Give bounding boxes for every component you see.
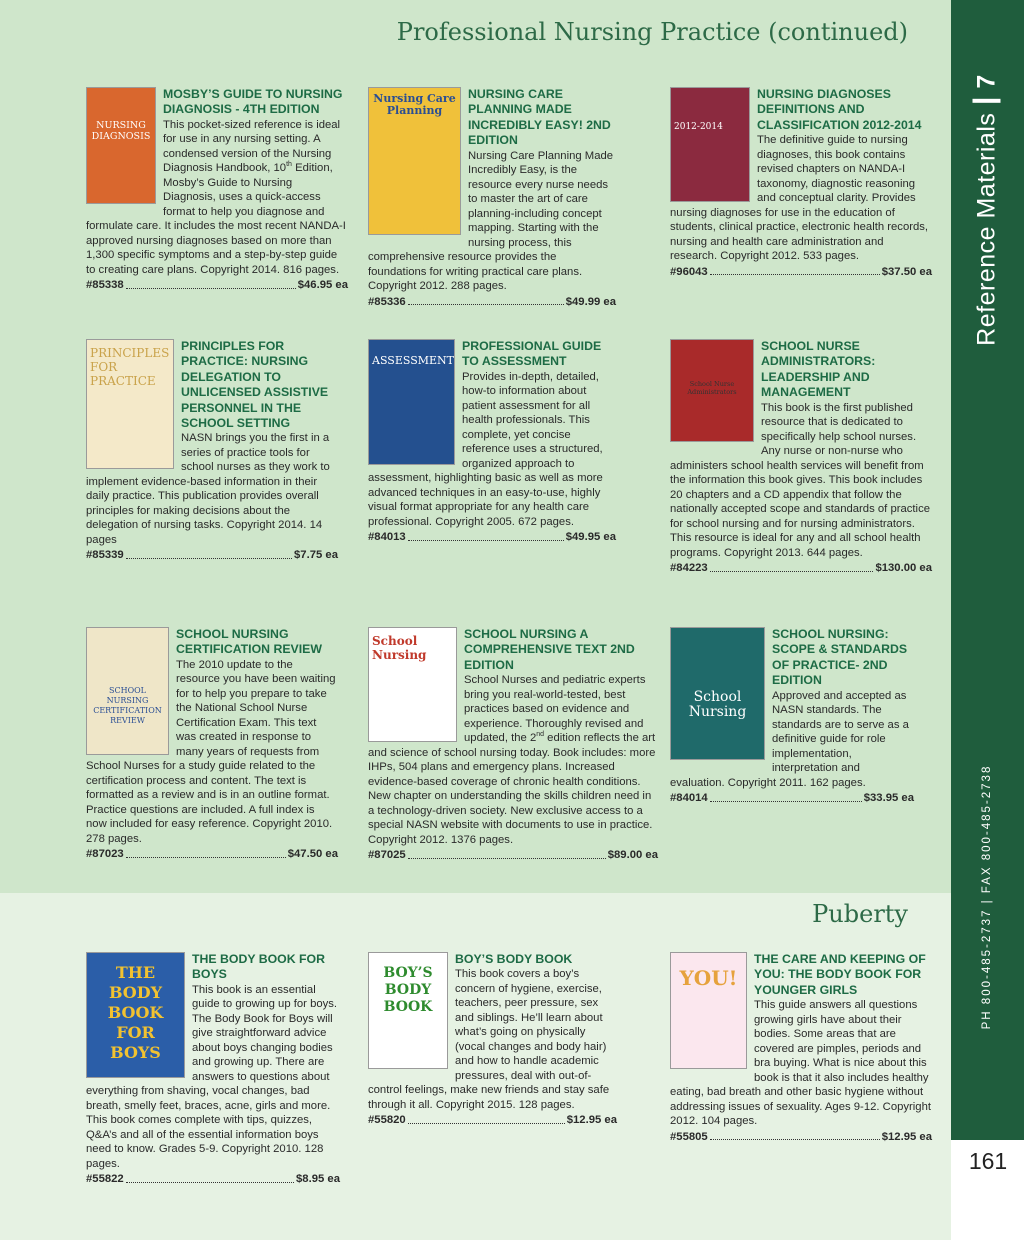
- dot-leader: [408, 1113, 565, 1124]
- book-cover-title: 2012-2014: [674, 122, 723, 132]
- product-item: [670, 339, 932, 576]
- dot-leader: [126, 847, 286, 858]
- price: $130.00 ea: [875, 562, 932, 575]
- book-cover-title: PRINCIPLES FOR PRACTICE: [90, 346, 170, 388]
- book-description-continued: edition reflects the art and science of school nursing today. Book includes: more IHPs, 504 plans and emergency plans. Increased evidence-based coverage of chronic health conditions. New chapter on understanding the skills children need in a technology-driven society. New exclusive access to a special NASN website with documents to use in practice. Copyright 2012. 1376 pages.: [368, 732, 656, 846]
- price: $49.99 ea: [565, 295, 616, 308]
- book-cover: [368, 627, 457, 742]
- book-cover: [670, 339, 754, 442]
- description-superscript: th: [286, 161, 292, 169]
- price: $46.95 ea: [297, 279, 348, 292]
- price-line: [670, 265, 932, 280]
- section-title-nursing-practice: Professional Nursing Practice (continued): [396, 18, 908, 46]
- book-cover-title: School Nursing: [688, 689, 747, 720]
- product-item: [670, 87, 932, 279]
- item-number: #84013: [368, 531, 406, 544]
- price: $89.00 ea: [607, 849, 658, 862]
- section-title-puberty: Puberty: [812, 900, 908, 928]
- item-number: #85338: [86, 279, 124, 292]
- product-item: [86, 952, 340, 1187]
- dot-leader: [126, 278, 296, 289]
- book-description: This book is the first published resource that is dedicated to specifically help school nurses. Any nurse or non-nurse who administers school health services will benefit from the information this book gives. This book includes 20 chapters and a CD appendix that follow the nationally accepted scope and standards of practice for school nursing and for nursing administrators. This resource is ideal for any and all school health programs. Copyright 2013. 644 pages.: [670, 401, 930, 559]
- book-title: NURSING CARE PLANNING MADE INCREDIBLY EASY! 2ND EDITION: [468, 87, 611, 148]
- dot-leader: [408, 530, 564, 541]
- product-item: [86, 87, 348, 293]
- book-cover-title: THE BODY BOOK FOR BOYS: [107, 963, 164, 1062]
- book-cover: [86, 339, 174, 469]
- price-line: [368, 848, 658, 863]
- book-description: This book is an essential guide to growing up for boys. The Body Book for Boys will give straightforward advice about boys changing bodies and growing up. There are answers to questions about everything from shaving, vocal changes, bad breath, smelly feet, braces, acne, girls and more. This book comes complete with tips, quizzes, Q&A’s and all of the essential information boys need to know. Grades 5-9. Copyright 2010. 128 pages.: [86, 983, 338, 1170]
- book-title: PRINCIPLES FOR PRACTICE: NURSING DELEGATION TO UNLICENSED ASSISTIVE PERSONNEL IN THE SCHOOL SETTING: [181, 339, 329, 431]
- book-title: PROFESSIONAL GUIDE TO ASSESSMENT: [462, 339, 602, 369]
- book-cover: [368, 952, 448, 1069]
- book-title: SCHOOL NURSING: SCOPE & STANDARDS OF PRACTICE- 2ND EDITION: [772, 627, 908, 688]
- book-cover: [86, 87, 156, 204]
- book-title: BOY’S BODY BOOK: [455, 952, 573, 966]
- price-line: [670, 1130, 932, 1145]
- price-line: [368, 1113, 617, 1128]
- dot-leader: [710, 791, 862, 802]
- dot-leader: [710, 561, 874, 572]
- price-line: [86, 847, 338, 862]
- product-item: [368, 952, 617, 1128]
- book-cover: [670, 627, 765, 760]
- price-line: [670, 561, 932, 576]
- item-number: #85339: [86, 549, 124, 562]
- book-title: THE BODY BOOK FOR BOYS: [192, 952, 325, 982]
- item-number: #55820: [368, 1114, 406, 1127]
- book-description-continued: Edition, Mosby’s Guide to Nursing Diagnosis, uses a quick-access format to help you diagnose and formulate care. It includes the most recent NANDA-I approved nursing diagnoses based on more than 1,300 specific symptoms and a step-by-step guide to creating care plans. Copyright 2014. 816 pages.: [86, 162, 346, 276]
- chapter-number: 7: [973, 74, 1001, 102]
- book-cover: [670, 87, 750, 202]
- book-description: Approved and accepted as NASN standards. The standards are to serve as a definitive guide for role implementation, interpretation and evaluation. Copyright 2011. 162 pages.: [670, 689, 909, 789]
- product-item: [368, 627, 658, 863]
- product-item: [670, 627, 914, 806]
- price-line: [86, 548, 338, 563]
- sidebar-section-label: Reference Materials7: [972, 74, 1001, 346]
- price: $12.95 ea: [566, 1114, 617, 1127]
- price-line: [670, 791, 914, 806]
- price: $7.75 ea: [294, 549, 338, 562]
- price: $8.95 ea: [296, 1173, 340, 1186]
- book-cover-title: Nursing Care Planning: [373, 92, 456, 117]
- book-title: SCHOOL NURSE ADMINISTRATORS: LEADERSHIP AND MANAGEMENT: [761, 339, 876, 400]
- book-cover: [670, 952, 747, 1069]
- product-item: [368, 87, 616, 309]
- dot-leader: [126, 1172, 294, 1183]
- book-title: THE CARE AND KEEPING OF YOU: THE BODY BOOK FOR YOUNGER GIRLS: [754, 952, 926, 997]
- book-cover-title: ASSESSMENT: [372, 354, 454, 367]
- price-line: [368, 530, 616, 545]
- dot-leader: [710, 265, 880, 276]
- contact-info: PH 800-485-2737 | FAX 800-485-2738: [981, 764, 993, 1030]
- product-item: [86, 627, 338, 862]
- product-item: [670, 952, 932, 1144]
- item-number: #55805: [670, 1130, 708, 1143]
- book-title: SCHOOL NURSING A COMPREHENSIVE TEXT 2ND EDITION: [464, 627, 635, 672]
- price: $49.95 ea: [565, 531, 616, 544]
- book-cover-title: NURSING DIAGNOSIS: [91, 120, 151, 142]
- book-description: The definitive guide to nursing diagnoses, this book contains revised chapters on NANDA-I taxonomy, diagnostic reasoning and conceptual clarity. Provides nursing diagnoses for use in the education of students, clinical practice, electronic health records, nursing and health care administration and research. Copyright 2012. 533 pages.: [670, 134, 929, 263]
- item-number: #84014: [670, 792, 708, 805]
- book-description: The 2010 update to the resource you have been waiting for to help you prepare to take the National School Nurse Certification Exam. This text was created in response to many years of requests from School Nurses for a study guide related to the certification process and content. The text is formatted as a review and is in an outline format. Practice questions are included. A full index is now included for easy reference. Copyright 2010. 278 pages.: [86, 658, 336, 845]
- item-number: #87023: [86, 848, 124, 861]
- book-description: This guide answers all questions growing girls have about their bodies. Some areas that are covered are pimples, periods and bra buying. What is nice about this book is that it also includes healthy eating, bad breath and other basic hygiene without addressing issues of sexuality. Ages 9-12. Copyright 2012. 104 pages.: [670, 999, 932, 1128]
- item-number: #96043: [670, 265, 708, 278]
- book-title: SCHOOL NURSING CERTIFICATION REVIEW: [176, 627, 322, 657]
- dot-leader: [408, 295, 564, 306]
- price: $47.50 ea: [287, 848, 338, 861]
- dot-leader: [126, 548, 292, 559]
- book-cover-title: School Nurse Administrators: [687, 380, 737, 396]
- dot-leader: [710, 1130, 880, 1141]
- book-description: NASN brings you the first in a series of practice tools for school nurses as they work to implement evidence-based information in their daily practice. This publication provides overall principles for making decisions about the delegation of nursing tasks. Copyright 2014. 14 pages: [86, 432, 330, 546]
- book-description: This book covers a boy’s concern of hygiene, exercise, teachers, peer pressure, sex and siblings. He’ll learn about what’s going on physically (vocal changes and body hair) and how to handle academic pressures, deal with out-of-control feelings, make new friends and stay safe through it all. Copyright 2015. 128 pages.: [368, 968, 610, 1111]
- book-title: NURSING DIAGNOSES DEFINITIONS AND CLASSIFICATION 2012-2014: [757, 87, 922, 132]
- book-description: Nursing Care Planning Made Incredibly Easy, is the resource every nurse needs to master the art of care planning-including concept mapping. Starting with the nursing process, this comprehensive resource provides the foundations for writing practical care plans. Copyright 2012. 288 pages.: [368, 149, 614, 293]
- book-cover-title: BOY’S BODY BOOK: [383, 965, 433, 1015]
- price: $12.95 ea: [881, 1130, 932, 1143]
- page-number: 161: [968, 1148, 1008, 1174]
- book-description: School Nurses and pediatric experts bring you real-world-tested, best practices based on evidence and experience. Thoroughly revised and updated, the 2: [464, 674, 646, 745]
- book-cover: [368, 87, 461, 235]
- price: $33.95 ea: [863, 792, 914, 805]
- book-cover-title: YOU!: [679, 966, 738, 990]
- book-cover-title: SCHOOL NURSING CERTIFICATION REVIEW: [93, 686, 162, 725]
- price-line: [86, 278, 348, 293]
- description-superscript: nd: [536, 731, 545, 739]
- item-number: #85336: [368, 295, 406, 308]
- product-item: [86, 339, 338, 563]
- book-cover: [368, 339, 455, 465]
- book-cover: [86, 627, 169, 755]
- dot-leader: [408, 848, 606, 859]
- product-item: [368, 339, 616, 545]
- item-number: #84223: [670, 562, 708, 575]
- price-line: [86, 1172, 340, 1187]
- price-line: [368, 295, 616, 310]
- book-description: This pocket-sized reference is ideal for use in any nursing setting. A condensed version of the Nursing Diagnosis Handbook, 10: [163, 118, 341, 175]
- price: $37.50 ea: [881, 265, 932, 278]
- book-title: MOSBY’S GUIDE TO NURSING DIAGNOSIS - 4TH EDITION: [163, 87, 343, 117]
- item-number: #55822: [86, 1173, 124, 1186]
- book-cover-title: School Nursing: [372, 634, 427, 662]
- item-number: #87025: [368, 849, 406, 862]
- book-cover: [86, 952, 185, 1078]
- book-description: Provides in-depth, detailed, how-to information about patient assessment for all health professionals. This complete, yet concise reference uses a structured, organized approach to assessment, highlighting basic as well as more advanced techniques in an easy-to-use, highly visual format appropriate for any health care professional. Copyright 2005. 672 pages.: [368, 370, 603, 528]
